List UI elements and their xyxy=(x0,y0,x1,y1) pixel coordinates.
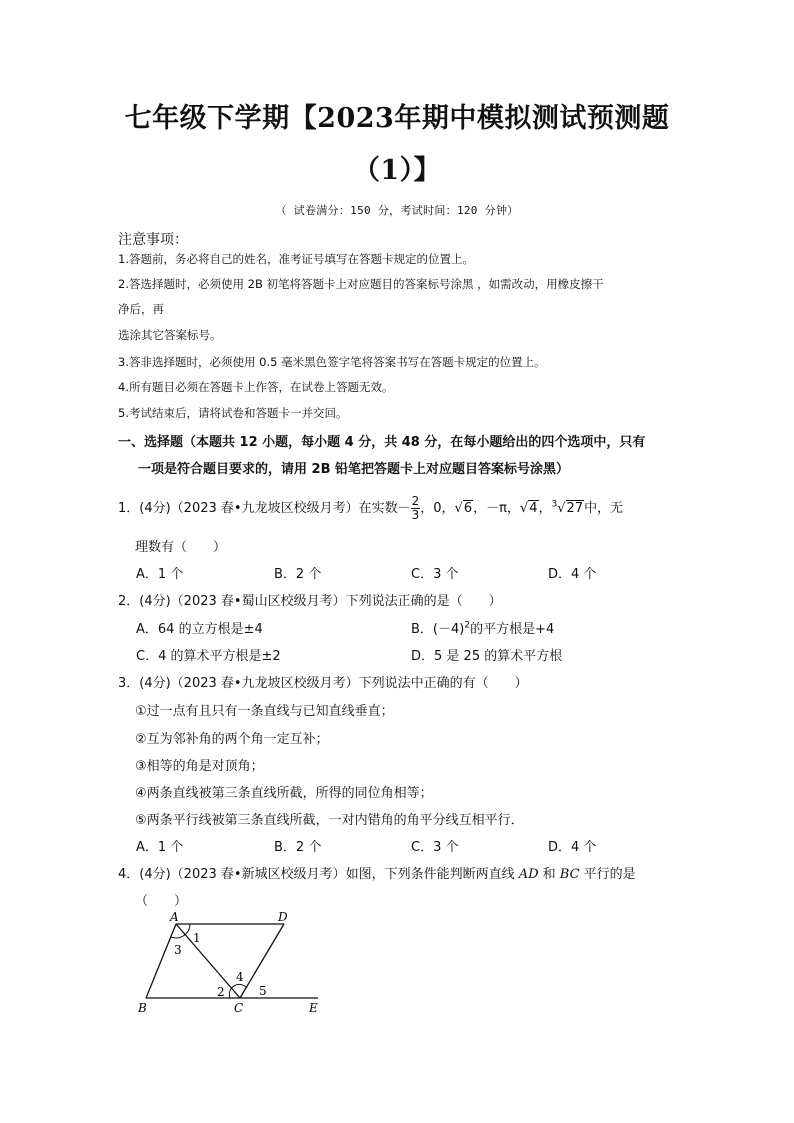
exam-info: （ 试卷满分：150 分，考试时间：120 分钟） xyxy=(275,204,519,217)
q4-and: 和 xyxy=(538,867,560,882)
point-b-label: B xyxy=(138,1001,147,1015)
radicand: 4 xyxy=(529,501,538,516)
q2-option-b[interactable] xyxy=(411,618,554,637)
sqrt-symbol: √ xyxy=(454,501,463,516)
q1-suffix: 中，无 xyxy=(584,501,624,516)
q1-neg: － xyxy=(397,501,411,516)
q4-answer-paren: （ ） xyxy=(135,894,188,909)
q3-option-c[interactable]: C．3 个 xyxy=(411,840,459,855)
section-heading: 一、选择题（本题共 12 小题，每小题 4 分，共 48 分，在每小题给出的四个选项中，只有 xyxy=(118,435,646,450)
q3-option-d[interactable]: D．4 个 xyxy=(548,840,597,855)
q3-statement: ⑤两条平行线被第三条直线所截，一对内错角的角平分线互相平行． xyxy=(135,813,524,828)
exponent: 2 xyxy=(464,620,471,631)
angle-5-label: 5 xyxy=(259,984,267,998)
segment-ac xyxy=(176,924,240,998)
q1-sep: ，－π， xyxy=(473,501,520,516)
q3-statement: ①过一点有且只有一条直线与已知直线垂直； xyxy=(135,704,394,719)
q3-statement: ③相等的角是对顶角； xyxy=(135,759,264,774)
point-a-label: A xyxy=(170,910,179,924)
q1-sep: ， xyxy=(538,501,552,516)
line-ad-label: AD xyxy=(518,867,539,882)
notes-heading: 注意事项： xyxy=(118,232,188,248)
q4-stem-text: 4．(4分)（2023 春•新城区校级月考）如图，下列条件能判断两直线 xyxy=(118,867,519,882)
q3-statement: ④两条直线被第三条直线所截，所得的同位角相等； xyxy=(135,786,433,801)
q3-option-b[interactable]: B．2 个 xyxy=(274,840,322,855)
cbrt-index: 3 xyxy=(551,499,558,510)
section-heading-continued: 一项是符合题目要求的，请用 2B 铅笔把答题卡上对应题目答案标号涂黑） xyxy=(138,462,570,477)
fraction xyxy=(411,495,421,522)
angle-4-label: 4 xyxy=(236,970,244,984)
fraction-denominator: 3 xyxy=(411,508,420,522)
q1-option-b[interactable]: B．2 个 xyxy=(274,567,322,582)
q1-option-a[interactable]: A．1 个 xyxy=(136,567,184,582)
point-d-label: D xyxy=(278,910,288,924)
page-title: 七年级下学期【2023年期中模拟测试预测题 xyxy=(124,103,670,134)
question-3-stem: 3．(4分)（2023 春•九龙坡区校级月考）下列说法中正确的有（ ） xyxy=(118,676,528,691)
q1-prefix: 1．(4分)（2023 春•九龙坡区校级月考）在实数 xyxy=(118,501,398,516)
note-item: 3.答非选择题时，必须使用 0.5 毫米黑色签字笔将答案书写在答题卡规定的位置上。 xyxy=(118,355,546,369)
question-4-stem xyxy=(118,863,636,882)
q3-statement: ②互为邻补角的两个角一定互补； xyxy=(135,732,329,747)
q2-option-c[interactable]: C．4 的算术平方根是±2 xyxy=(136,649,281,664)
point-e-label: E xyxy=(309,1001,318,1015)
radicand: 6 xyxy=(463,501,473,516)
sqrt-symbol: √ xyxy=(557,501,566,516)
q1-sep: ，0， xyxy=(420,501,455,516)
radicand: 27 xyxy=(566,501,584,516)
question-1-line2: 理数有（ ） xyxy=(135,540,227,555)
angle-1-label: 1 xyxy=(193,931,201,945)
q2-option-b-rest: 的平方根是+4 xyxy=(470,622,555,637)
q2-option-a[interactable]: A．64 的立方根是±4 xyxy=(136,622,263,637)
question-2-stem: 2．(4分)（2023 春•蜀山区校级月考）下列说法正确的是（ ） xyxy=(118,594,502,609)
line-bc-label: BC xyxy=(559,867,580,882)
q3-option-a[interactable]: A．1 个 xyxy=(136,840,184,855)
note-item: 4.所有题目必须在答题卡上作答，在试卷上答题无效。 xyxy=(118,380,394,394)
q4-stem-end: 平行的是 xyxy=(579,867,636,882)
note-item: 净后，再 xyxy=(118,302,164,316)
angle-3-label: 3 xyxy=(174,943,182,957)
segment-ab xyxy=(146,924,176,998)
note-item: 1.答题前，务必将自己的姓名，准考证号填写在答题卡规定的位置上。 xyxy=(118,252,474,266)
note-item: 2.答选择题时，必须使用 2B 初笔将答题卡上对应题目的答案标号涂黑 ，如需改动，用橡皮擦干 xyxy=(118,277,604,291)
q1-option-d[interactable]: D．4 个 xyxy=(548,567,597,582)
angle-2-label: 2 xyxy=(217,985,225,999)
q2-option-b-text: B．(－4) xyxy=(411,622,465,637)
question-1-stem xyxy=(118,495,623,522)
sqrt-symbol: √ xyxy=(519,501,529,516)
page-title-continued: （1）】 xyxy=(352,155,442,186)
fraction-numerator: 2 xyxy=(411,494,420,508)
q2-option-d[interactable]: D．5 是 25 的算术平方根 xyxy=(411,649,563,664)
note-item: 5.考试结束后，请将试卷和答题卡一并交回。 xyxy=(118,406,348,420)
q1-option-c[interactable]: C．3 个 xyxy=(411,567,459,582)
note-item: 选涂其它答案标号。 xyxy=(118,328,222,342)
parallelogram-figure xyxy=(130,910,330,1020)
point-c-label: C xyxy=(234,1001,244,1015)
